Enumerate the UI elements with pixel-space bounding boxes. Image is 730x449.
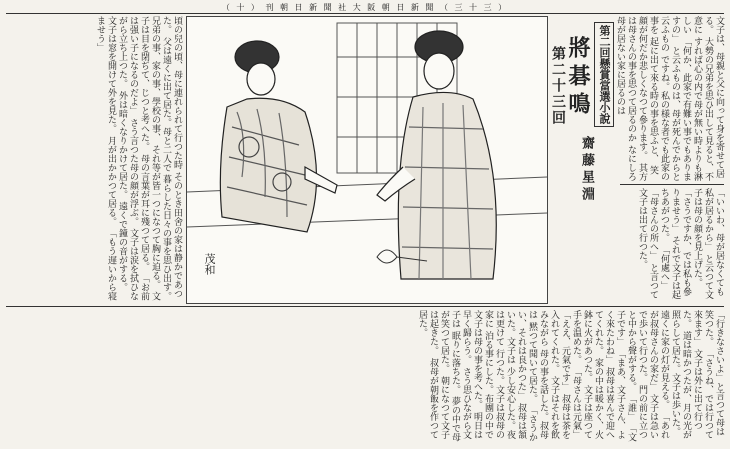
paragraph: 其方は母さんの事を思つて居るのか (626, 16, 647, 181)
paragraph: そのとき田舍の家は静かであつた。 (161, 16, 182, 298)
paragraph: 外は暗くなりかけて居た。 (117, 90, 127, 199)
paragraph: 照らして居た。文子は歩いた。 (670, 310, 680, 436)
paragraph: 叔母は喜んで迎へてくれた。 (593, 310, 614, 439)
paragraph: 文子は目を閉ぢて、じつと考へた。 (139, 16, 160, 301)
paragraph: 「文子です」 (615, 310, 636, 442)
paragraph: 文子は涙を拭ひながら立ち上つた。 (117, 16, 138, 301)
series-label: 第二回懸賞當選小說 (594, 22, 614, 127)
paragraph: ですね。私の様な者でも此家の事を (648, 16, 669, 181)
paragraph: 笑顔が何だか悲しくなつて參ります。 (637, 16, 658, 175)
paragraph: 「行きなさいよ」と言つて母は笑つた。 (703, 310, 724, 436)
paragraph: 文子は母の事を考へた。 (472, 310, 482, 409)
paragraph: 遠くに家の灯が見える。 (659, 310, 669, 409)
paragraph: 「何處へ」 (659, 244, 669, 290)
paragraph: 「さうね、では行つて來ます」 (692, 310, 713, 439)
paragraph: 文子は窓を開けて外を見た。 (106, 16, 116, 133)
paragraph: 「もう遅いから寝ませう」 (95, 16, 116, 301)
paragraph: 朝になつて文子は起きた。 (428, 310, 449, 439)
text-column-top-right (615, 16, 724, 181)
paragraph: 「誰」 (626, 393, 636, 421)
paragraph: 黙つて聞いて居た。 (527, 321, 537, 403)
paragraph: さう思ひながら文子は (450, 310, 471, 439)
masthead-bar (6, 3, 724, 14)
paragraph: 行つた。文子は叔母の家に (483, 310, 504, 439)
paragraph: 文子は座つて手を温めた。 (571, 310, 592, 439)
paragraph: 大勢の兄弟を思ひ出して見ると、不意に (692, 16, 713, 181)
paragraph: 「あれが叔母さんの家だ」 (648, 310, 669, 439)
paragraph: 暮らした日々の事を思ひ出す。 (161, 174, 171, 301)
paragraph: と言つて文子は出て行つた。 (637, 188, 658, 299)
paragraph: 叔母が朝飯を作つて居た。 (417, 310, 438, 439)
serial-title-block (548, 16, 618, 302)
text-column-bottom (186, 310, 724, 444)
paragraph: すれば心の内で母が無い時よりも淋しい (681, 16, 702, 181)
paragraph: 眠りに落ちた。 (450, 330, 460, 394)
paragraph: 父は遠くに出て居た。母と二人で (161, 36, 171, 172)
paragraph: 「まあ、文子さん、よく來たわね」 (604, 310, 625, 439)
paragraph: 夢の中で母が笑つて居た。 (439, 310, 460, 442)
section-divider (6, 306, 724, 307)
paragraph: さう言つた母の顔が浮ぶ。 (128, 117, 138, 226)
paragraph: 「いいわ、母が居なくても私が居るから」 (703, 188, 724, 296)
paragraph: 門の前に立つと中から聲がする。 (626, 310, 647, 439)
paragraph: 叔母は頷いた。文子は (505, 310, 526, 439)
paragraph: 文子は外に出て行つた。 (681, 310, 702, 430)
chapter-number: 第二十三回 (550, 46, 566, 126)
paragraph: 「何か、此家で有難い事でもありますの」 (670, 16, 691, 181)
paragraph: 明日は早く歸らう。 (461, 310, 482, 439)
paragraph: 家の中は暖かく、火鉢に火があつた。 (582, 310, 603, 439)
paragraph: 「母さんは元氣」 (571, 366, 581, 439)
illustrator-signature: 茂和 (203, 253, 216, 275)
illustration-drawing (187, 17, 547, 303)
paragraph: それ等が皆一つになつて胸に迫る。 (150, 144, 160, 289)
paragraph: 兄弟の事、家の事、學校の事、 (150, 16, 160, 142)
paragraph: 「ええ、元氣です」 (560, 310, 570, 391)
paragraph: 母の事を話した。叔母は (527, 310, 548, 439)
story-title: 將碁鳴 (565, 36, 591, 120)
paragraph: と云ふものは、母が死んでからと云ふもの (659, 16, 680, 181)
paragraph: 「さうかい、それは良かつた」 (516, 310, 537, 442)
masthead-text: （ 十 ） 刊 朝 日 新 聞 社 大 阪 朝 日 新 聞 （ 三 十 三 ） (221, 3, 509, 12)
paragraph: 頃の兒の頃、母に連れられて行つた時 (172, 16, 182, 169)
paragraph: 月が出かかつて居る。 (106, 135, 116, 226)
paragraph: と云つて文子は母の顔を見上げた。 (692, 188, 713, 299)
divider-line (620, 184, 724, 185)
paragraph: 「母さんの所へ」 (648, 188, 658, 260)
paragraph: 道は暗かつたが、月の光が (681, 330, 691, 439)
paragraph: 文子は急いで歩いて行つた。 (637, 310, 658, 439)
text-column-top-left (6, 16, 182, 302)
paragraph: 遠くで鐘の音がする。 (117, 201, 127, 292)
paragraph: 叔母は茶を入れてくれた。 (549, 310, 570, 439)
paragraph: 「さうですか、では私も參りませう」 (670, 188, 691, 296)
paragraph: なにしろ母が居ない家に居るのは (615, 16, 636, 181)
paragraph: 「お前は强い子になるのだよ」 (128, 16, 149, 301)
paragraph: 文子は、母親と父に向って身を寄せて居る。 (703, 16, 724, 178)
author-name: 齋藤星淵 (579, 136, 594, 204)
paragraph: それで文子は起ちあがつた。 (659, 188, 680, 299)
paragraph: 文子はそれを飲みながら (538, 310, 559, 439)
paragraph: 少し安心した。夜は更けて (494, 310, 515, 439)
paragraph: 起に出て來る時の事を思ふと、 (648, 36, 658, 163)
text-column-mid-right (620, 188, 724, 302)
paragraph: 母の言葉が耳に殘つて居る。 (139, 153, 149, 271)
story-illustration (186, 16, 548, 304)
paragraph: 泊る事にした。布團の中で (483, 330, 493, 439)
